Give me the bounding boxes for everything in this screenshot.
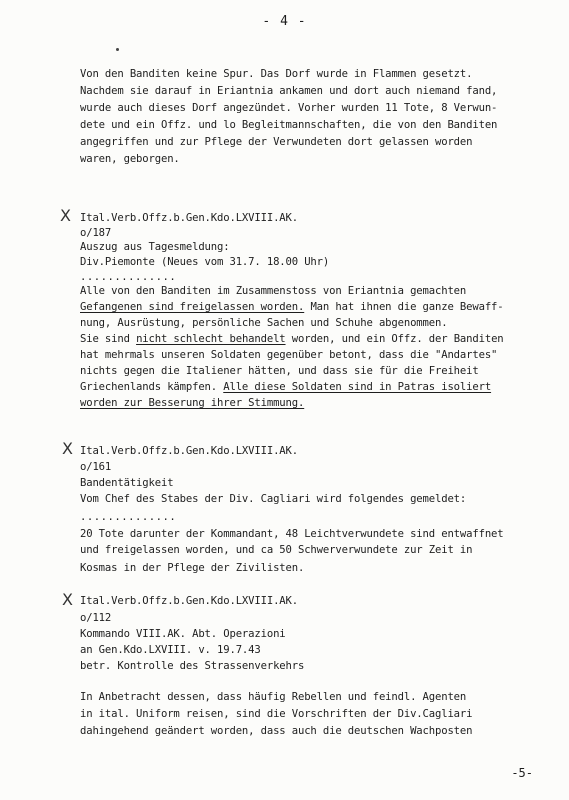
- section-header-line: o/161: [80, 461, 112, 473]
- section-header-line: Ital.Verb.Offz.b.Gen.Kdo.LXVIII.AK.: [80, 212, 298, 224]
- body-line: Alle von den Banditen im Zusammenstoss von Eriantnia gemachten: [80, 285, 467, 297]
- body-line: In Anbetracht dessen, dass häufig Rebellen und feindl. Agenten: [80, 691, 467, 703]
- section-header-line: Kommando VIII.AK. Abt. Operazioni: [80, 628, 286, 640]
- paragraph-line: waren, geborgen.: [80, 153, 180, 165]
- next-page-marker: -5-: [511, 766, 533, 780]
- section-header-line: Vom Chef des Stabes der Div. Cagliari wird folgendes gemeldet:: [80, 493, 467, 505]
- page-number: - 4 -: [262, 14, 307, 29]
- paragraph-line: dete und ein Offz. und lo Begleitmannschaften, die von den Banditen: [80, 119, 498, 131]
- body-text: Man hat ihnen die ganze Bewaff-: [304, 301, 504, 313]
- check-mark-icon: X: [62, 439, 73, 458]
- body-line: [80, 380, 491, 394]
- dotted-separator: ..............: [80, 511, 177, 523]
- check-mark-icon: X: [60, 206, 71, 225]
- ink-speck: [116, 48, 119, 51]
- check-mark-icon: X: [62, 590, 73, 609]
- underlined-text: Alle diese Soldaten sind in Patras isoliert: [223, 381, 492, 393]
- underlined-text: nicht schlecht behandelt: [136, 333, 286, 345]
- body-line: und freigelassen worden, und ca 50 Schwerverwundete zur Zeit in: [80, 544, 473, 556]
- body-line: in ital. Uniform reisen, sind die Vorschriften der Div.Cagliari: [80, 708, 473, 720]
- section-header-line: Div.Piemonte (Neues vom 31.7. 18.00 Uhr): [80, 256, 330, 268]
- body-line: [80, 332, 504, 346]
- body-line: 20 Tote darunter der Kommandant, 48 Leichtverwundete sind entwaffnet: [80, 528, 504, 540]
- section-header-line: o/187: [80, 227, 112, 239]
- body-text: Griechenlands kämpfen.: [80, 381, 224, 393]
- body-text: Sie sind: [80, 333, 137, 345]
- body-text: worden, und ein Offz. der Banditen: [285, 333, 504, 345]
- body-line: nung, Ausrüstung, persönliche Sachen und Schuhe abgenommen.: [80, 317, 448, 329]
- body-line: [80, 396, 304, 410]
- body-line: Kosmas in der Pflege der Zivilisten.: [80, 562, 305, 574]
- section-header-line: Ital.Verb.Offz.b.Gen.Kdo.LXVIII.AK.: [80, 595, 298, 607]
- section-header-line: Bandentätigkeit: [80, 477, 174, 489]
- section-header-line: an Gen.Kdo.LXVIII. v. 19.7.43: [80, 644, 261, 656]
- body-line: nichts gegen die Italiener hätten, und dass sie für die Freiheit: [80, 365, 479, 377]
- body-line: dahingehend geändert worden, dass auch die deutschen Wachposten: [80, 725, 473, 737]
- underlined-text: Gefangenen sind freigelassen worden.: [80, 301, 305, 313]
- paragraph-line: wurde auch dieses Dorf angezündet. Vorher wurden 11 Tote, 8 Verwun-: [80, 102, 498, 114]
- underlined-text: worden zur Besserung ihrer Stimmung.: [80, 397, 305, 409]
- paragraph-line: Nachdem sie darauf in Eriantnia ankamen und dort auch niemand fand,: [80, 85, 498, 97]
- section-header-line: o/112: [80, 612, 112, 624]
- body-line: hat mehrmals unseren Soldaten gegenüber betont, dass die "Andartes": [80, 349, 498, 361]
- paragraph-line: angegriffen und zur Pflege der Verwundeten dort gelassen worden: [80, 136, 473, 148]
- paragraph-line: Von den Banditen keine Spur. Das Dorf wurde in Flammen gesetzt.: [80, 68, 473, 80]
- section-header-line: Ital.Verb.Offz.b.Gen.Kdo.LXVIII.AK.: [80, 445, 298, 457]
- body-line: [80, 300, 504, 314]
- dotted-separator: ..............: [80, 271, 177, 283]
- section-header-line: Auszug aus Tagesmeldung:: [80, 241, 230, 253]
- section-header-line: betr. Kontrolle des Strassenverkehrs: [80, 660, 305, 672]
